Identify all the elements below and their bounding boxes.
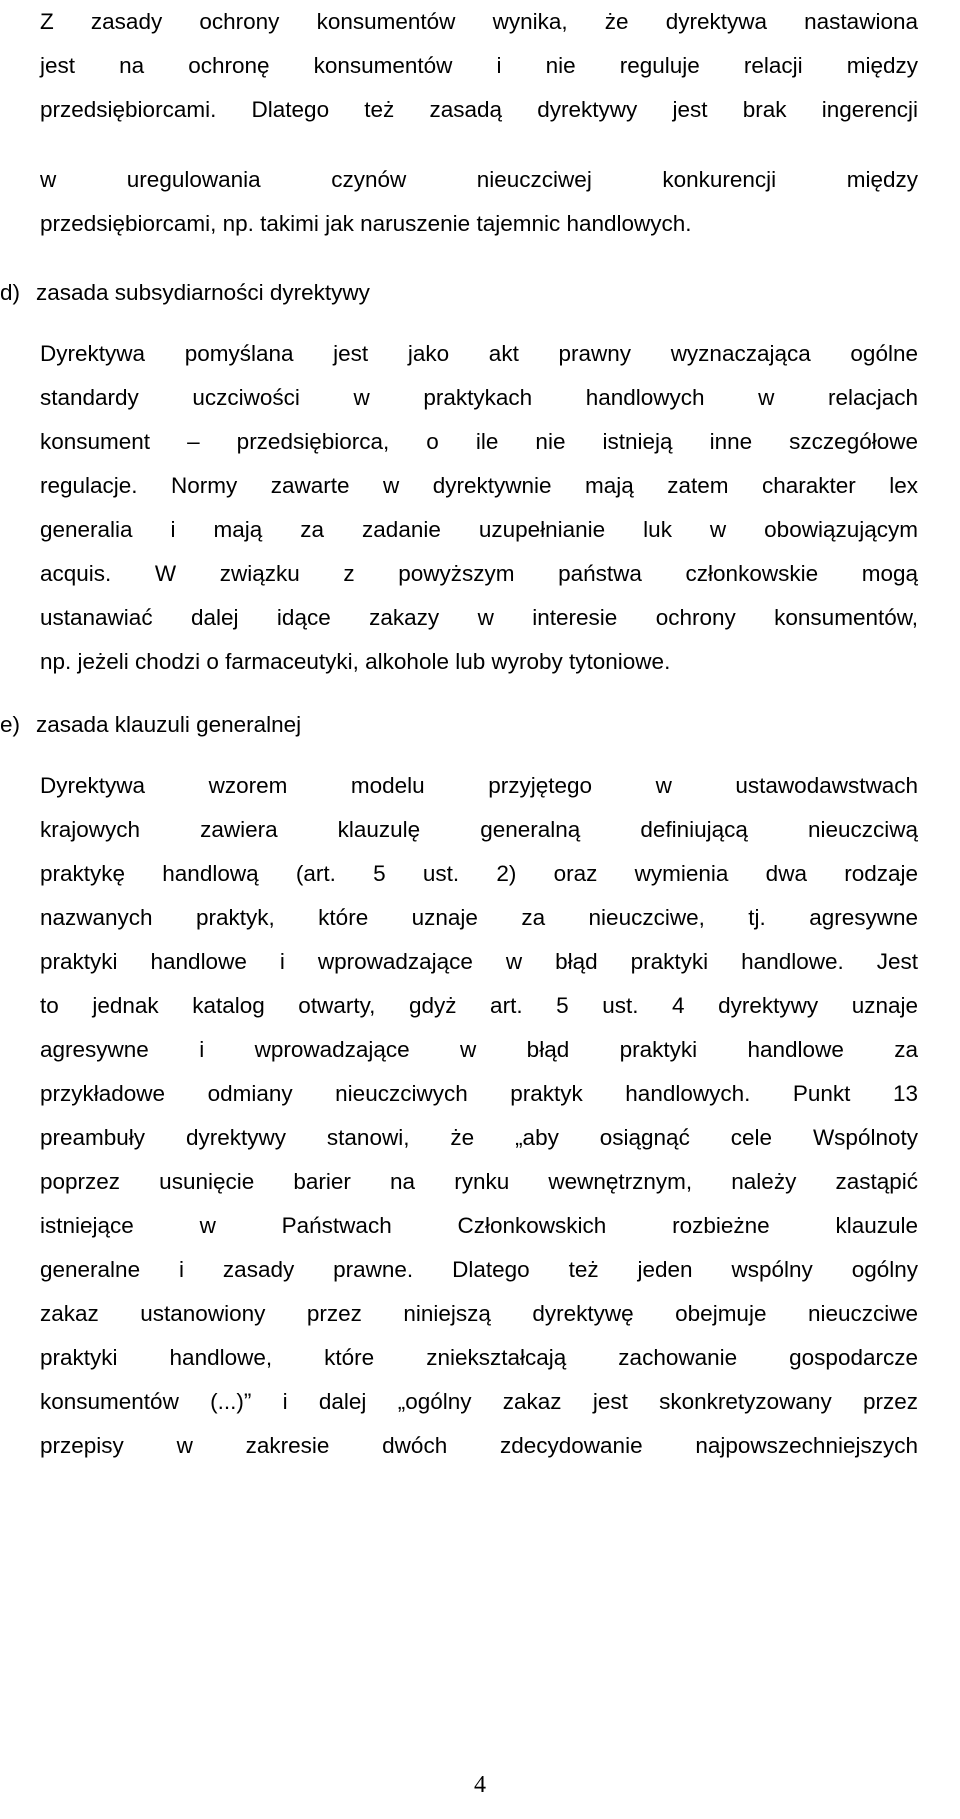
section-d-heading bbox=[0, 271, 940, 315]
section-d-marker: d) bbox=[0, 280, 21, 305]
section-e-line-4: nazwanych praktyk, które uznaje za nieuczciwe, tj. agresywne bbox=[40, 905, 918, 930]
section-e-line-13: zakaz ustanowiony przez niniejszą dyrektywę obejmuje nieuczciwe bbox=[40, 1301, 918, 1326]
section-d-line-6: acquis. W związku z powyższym państwa członkowskie mogą bbox=[40, 561, 918, 586]
section-e-line-1: Dyrektywa wzorem modelu przyjętego w ustawodawstwach bbox=[40, 773, 918, 798]
section-e-paragraph bbox=[40, 764, 918, 1468]
intro-line-4: w uregulowania czynów nieuczciwej konkurencji między bbox=[40, 167, 918, 192]
intro-line-3: przedsiębiorcami. Dlatego też zasadą dyrektywy jest brak ingerencji bbox=[40, 97, 918, 122]
section-d-paragraph bbox=[40, 332, 918, 684]
section-e-line-14: praktyki handlowe, które zniekształcają zachowanie gospodarcze bbox=[40, 1345, 918, 1370]
section-e-line-3: praktykę handlową (art. 5 ust. 2) oraz wymienia dwa rodzaje bbox=[40, 861, 918, 886]
section-e-line-8: przykładowe odmiany nieuczciwych praktyk handlowych. Punkt 13 bbox=[40, 1081, 918, 1106]
section-e-heading bbox=[0, 703, 940, 747]
section-d-line-7: ustanawiać dalej idące zakazy w interesie ochrony konsumentów, bbox=[40, 605, 918, 630]
section-e-line-15: konsumentów (...)” i dalej „ogólny zakaz jest skonkretyzowany przez bbox=[40, 1389, 918, 1414]
section-e-line-6: to jednak katalog otwarty, gdyż art. 5 ust. 4 dyrektywy uznaje bbox=[40, 993, 918, 1018]
section-e-line-12: generalne i zasady prawne. Dlatego też jeden wspólny ogólny bbox=[40, 1257, 918, 1282]
section-e-line-16: przepisy w zakresie dwóch zdecydowanie najpowszechniejszych bbox=[40, 1433, 918, 1458]
intro-line-2: jest na ochronę konsumentów i nie reguluje relacji między bbox=[40, 53, 918, 78]
section-d-line-1: Dyrektywa pomyślana jest jako akt prawny wyznaczająca ogólne bbox=[40, 341, 918, 366]
section-d-line-3: konsument – przedsiębiorca, o ile nie istnieją inne szczegółowe bbox=[40, 429, 918, 454]
section-d-heading-text: zasada subsydiarności dyrektywy bbox=[36, 280, 370, 305]
section-e-line-5: praktyki handlowe i wprowadzające w błąd praktyki handlowe. Jest bbox=[40, 949, 918, 974]
section-d-line-5: generalia i mają za zadanie uzupełnianie luk w obowiązującym bbox=[40, 517, 918, 542]
intro-paragraph bbox=[40, 0, 918, 246]
intro-line-5: przedsiębiorcami, np. takimi jak naruszenie tajemnic handlowych. bbox=[40, 211, 692, 236]
intro-line-1: Z zasady ochrony konsumentów wynika, że dyrektywa nastawiona bbox=[40, 9, 918, 34]
section-e-marker: e) bbox=[0, 712, 21, 737]
section-e-line-9: preambuły dyrektywy stanowi, że „aby osiągnąć cele Wspólnoty bbox=[40, 1125, 918, 1150]
section-d-line-2: standardy uczciwości w praktykach handlowych w relacjach bbox=[40, 385, 918, 410]
section-e-line-2: krajowych zawiera klauzulę generalną definiującą nieuczciwą bbox=[40, 817, 918, 842]
page-number: 4 bbox=[474, 1772, 486, 1798]
section-e-line-11: istniejące w Państwach Członkowskich rozbieżne klauzule bbox=[40, 1213, 918, 1238]
section-d-line-8: np. jeżeli chodzi o farmaceutyki, alkohole lub wyroby tytoniowe. bbox=[40, 649, 671, 674]
section-e-line-7: agresywne i wprowadzające w błąd praktyki handlowe za bbox=[40, 1037, 918, 1062]
section-e-line-10: poprzez usunięcie barier na rynku wewnętrznym, należy zastąpić bbox=[40, 1169, 918, 1194]
section-e-heading-text: zasada klauzuli generalnej bbox=[36, 712, 302, 737]
section-d-line-4: regulacje. Normy zawarte w dyrektywnie mają zatem charakter lex bbox=[40, 473, 918, 498]
